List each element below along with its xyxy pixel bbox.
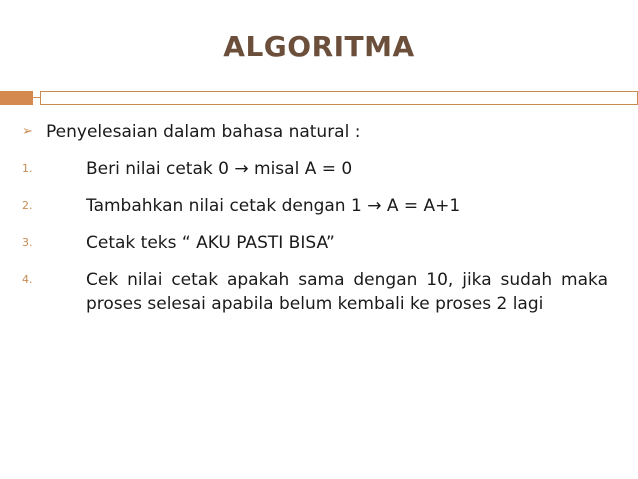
list-text: Tambahkan nilai cetak dengan 1 → A = A+1 — [86, 196, 461, 216]
accent-bar-left — [0, 91, 33, 105]
intro-text: Penyelesaian dalam bahasa natural : — [46, 122, 361, 142]
list-item — [22, 194, 608, 218]
list-text: Cetak teks “ AKU PASTI BISA” — [86, 233, 335, 253]
list-item — [22, 231, 608, 255]
slide-content — [22, 120, 608, 329]
list-text: Beri nilai cetak 0 → misal A = 0 — [86, 159, 353, 179]
list-number: 3. — [22, 236, 33, 249]
slide-title: ALGORITMA — [223, 30, 415, 63]
list-number: 1. — [22, 162, 33, 175]
list-item — [22, 268, 608, 316]
list-number: 2. — [22, 199, 33, 212]
accent-bar-right — [40, 91, 638, 105]
list-text: Cek nilai cetak apakah sama dengan 10, jika sudah maka proses selesai apabila belum kembali ke proses 2 lagi — [86, 270, 608, 314]
arrow-bullet-icon: ➢ — [22, 124, 33, 139]
list-item — [22, 157, 608, 181]
list-number: 4. — [22, 273, 33, 286]
intro-bullet — [22, 120, 608, 144]
